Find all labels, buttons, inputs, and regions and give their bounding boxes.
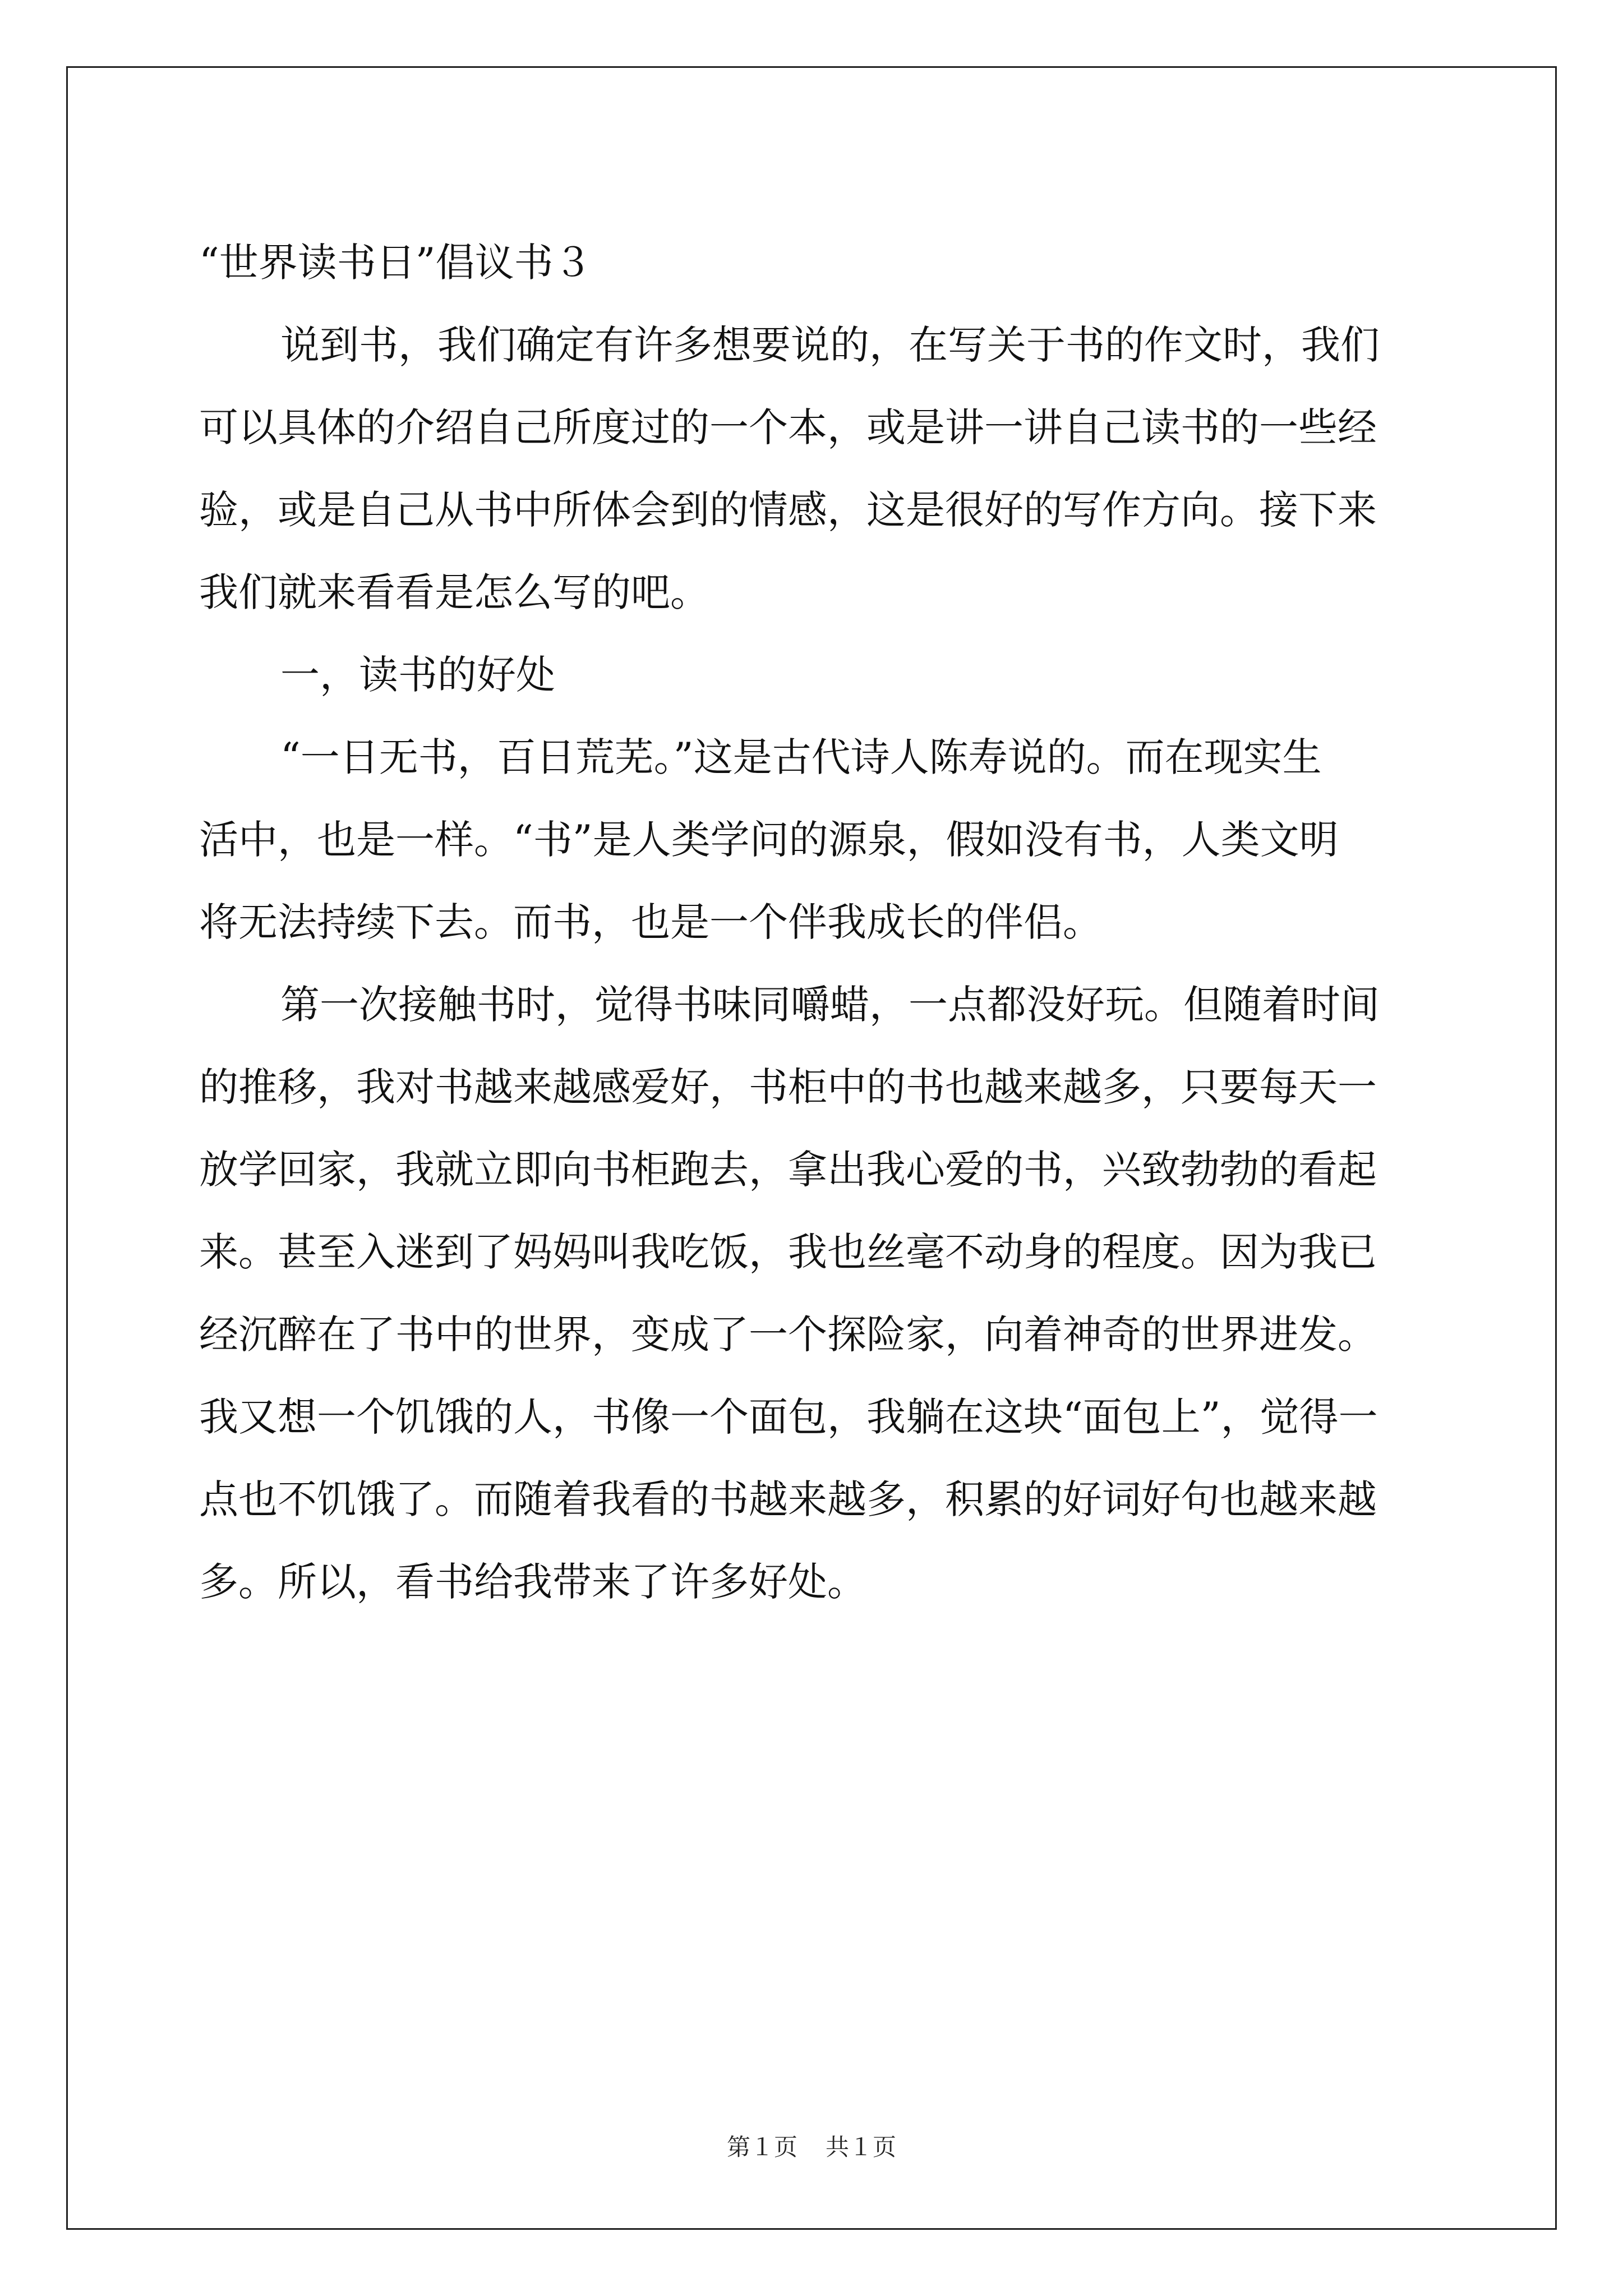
paragraph-line: “一日无书，百日荒芜。”这是古代诗人陈寿说的。而在现实生 <box>280 734 1322 780</box>
paragraph-line: 多。所以，看书给我带来了许多好处。 <box>199 1559 866 1605</box>
paragraph-line: 说到书，我们确定有许多想要说的，在写关于书的作文时，我们 <box>280 322 1380 368</box>
paragraph-quote <box>199 716 1433 964</box>
paragraph-line: 来。甚至入迷到了妈妈叫我吃饭，我也丝毫不动身的程度。因为我已 <box>199 1229 1377 1275</box>
paragraph-line: 放学回家，我就立即向书柜跑去，拿出我心爱的书，兴致勃勃的看起 <box>199 1147 1377 1193</box>
paragraph-line: 我们就来看看是怎么写的吧。 <box>199 569 709 615</box>
paragraph-experience <box>199 964 1433 1623</box>
paragraph-intro <box>199 304 1433 634</box>
page-footer <box>0 2129 1623 2162</box>
document-title: “世界读书日”倡议书３ <box>199 240 593 286</box>
page-total: 共１页 <box>826 2133 897 2161</box>
paragraph-line: 验，或是自己从书中所体会到的情感，这是很好的写作方向。接下来 <box>199 487 1377 533</box>
paragraph-line: 的推移，我对书越来越感爱好，书柜中的书也越来越多，只要每天一 <box>199 1064 1377 1110</box>
paragraph-line: 点也不饥饿了。而随着我看的书越来越多，积累的好词好句也越来越 <box>199 1476 1377 1522</box>
section-heading <box>199 634 1433 716</box>
paragraph-line: 第一次接触书时，觉得书味同嚼蜡，一点都没好玩。但随着时间 <box>280 982 1380 1028</box>
page-number: 第１页 <box>726 2133 797 2161</box>
section-heading-text: 一，读书的好处 <box>280 652 555 698</box>
paragraph-line: 可以具体的介绍自己所度过的一个本，或是讲一讲自己读书的一些经 <box>199 404 1377 450</box>
paragraph-line: 我又想一个饥饿的人，书像一个面包，我躺在这块“面包上”，觉得一 <box>199 1394 1378 1440</box>
document-body <box>199 222 1433 1623</box>
paragraph-line: 经沉醉在了书中的世界，变成了一个探险家，向着神奇的世界进发。 <box>199 1312 1377 1358</box>
paragraph-line: 活中，也是一样。“书”是人类学问的源泉，假如没有书，人类文明 <box>199 817 1339 863</box>
paragraph-line: 将无法持续下去。而书，也是一个伴我成长的伴侣。 <box>199 899 1102 945</box>
